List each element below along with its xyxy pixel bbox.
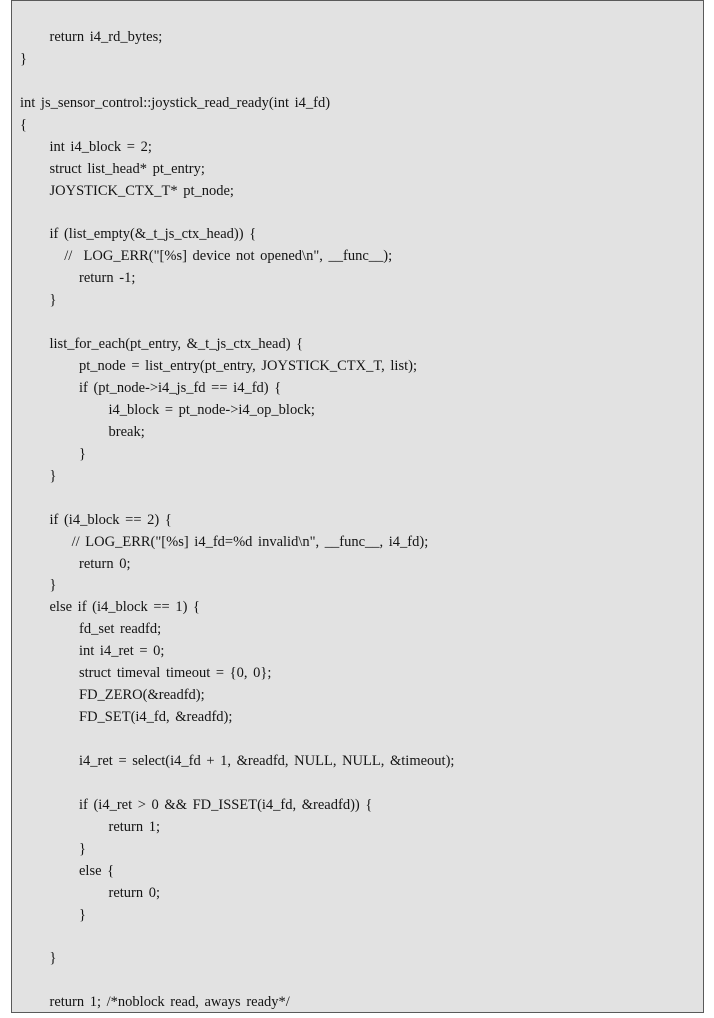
code-line: return 0;	[108, 884, 161, 901]
code-line: }	[49, 292, 57, 309]
code-line	[20, 488, 454, 510]
code-line	[20, 926, 454, 948]
code-line: int i4_block = 2;	[49, 138, 152, 155]
code-line: return 0;	[79, 555, 131, 572]
code-line: int i4_ret = 0;	[79, 643, 165, 660]
code-line: else if (i4_block == 1) {	[49, 599, 200, 616]
code-line: int js_sensor_control::joystick_read_ready(int i4_fd)	[20, 94, 331, 111]
code-line: // LOG_ERR("[%s] i4_fd=%d invalid\n", __func__, i4_fd);	[71, 533, 429, 550]
code-line: return i4_rd_bytes;	[49, 29, 163, 45]
code-line: i4_ret = select(i4_fd + 1, &readfd, NULL, NULL, &timeout);	[79, 752, 455, 769]
code-line: FD_SET(i4_fd, &readfd);	[79, 709, 233, 726]
code-line: struct timeval timeout = {0, 0};	[79, 665, 272, 682]
code-line: list_for_each(pt_entry, &_t_js_ctx_head) {	[49, 336, 304, 353]
code-line	[20, 71, 454, 93]
code-line: i4_block = pt_node->i4_op_block;	[108, 401, 315, 418]
code-line: if (list_empty(&_t_js_ctx_head)) {	[49, 226, 257, 243]
code-line: }	[49, 467, 57, 484]
code-line: }	[20, 50, 27, 67]
code-line: return 1; /*noblock read, aways ready*/	[49, 994, 290, 1011]
code-line: break;	[108, 423, 145, 440]
code-line: JOYSTICK_CTX_T* pt_node;	[49, 182, 234, 199]
code-line: if (i4_block == 2) {	[49, 511, 172, 528]
code-line: // LOG_ERR("[%s] device not opened\n", __func__);	[64, 248, 393, 265]
code-line: }	[49, 577, 57, 594]
code-block	[20, 27, 454, 1013]
code-line: }	[79, 906, 86, 923]
code-line	[20, 729, 454, 751]
code-line	[20, 312, 454, 334]
code-line: {	[20, 116, 27, 133]
code-line	[20, 970, 454, 992]
code-line	[20, 203, 454, 225]
code-line: if (pt_node->i4_js_fd == i4_fd) {	[79, 380, 282, 396]
code-line: }	[49, 950, 57, 967]
code-line: if (i4_ret > 0 && FD_ISSET(i4_fd, &readfd)) {	[79, 796, 373, 813]
code-line: struct list_head* pt_entry;	[49, 160, 205, 177]
code-line: return 1;	[108, 818, 161, 835]
code-line: fd_set readfd;	[79, 621, 162, 638]
code-line: }	[79, 840, 86, 857]
code-listing-frame	[11, 0, 704, 1013]
code-line: pt_node = list_entry(pt_entry, JOYSTICK_CTX_T, list);	[79, 358, 417, 375]
code-line: else {	[79, 862, 115, 879]
code-line: }	[79, 445, 86, 462]
code-line: FD_ZERO(&readfd);	[79, 687, 205, 704]
code-line: return -1;	[79, 270, 136, 287]
code-line	[20, 773, 454, 795]
